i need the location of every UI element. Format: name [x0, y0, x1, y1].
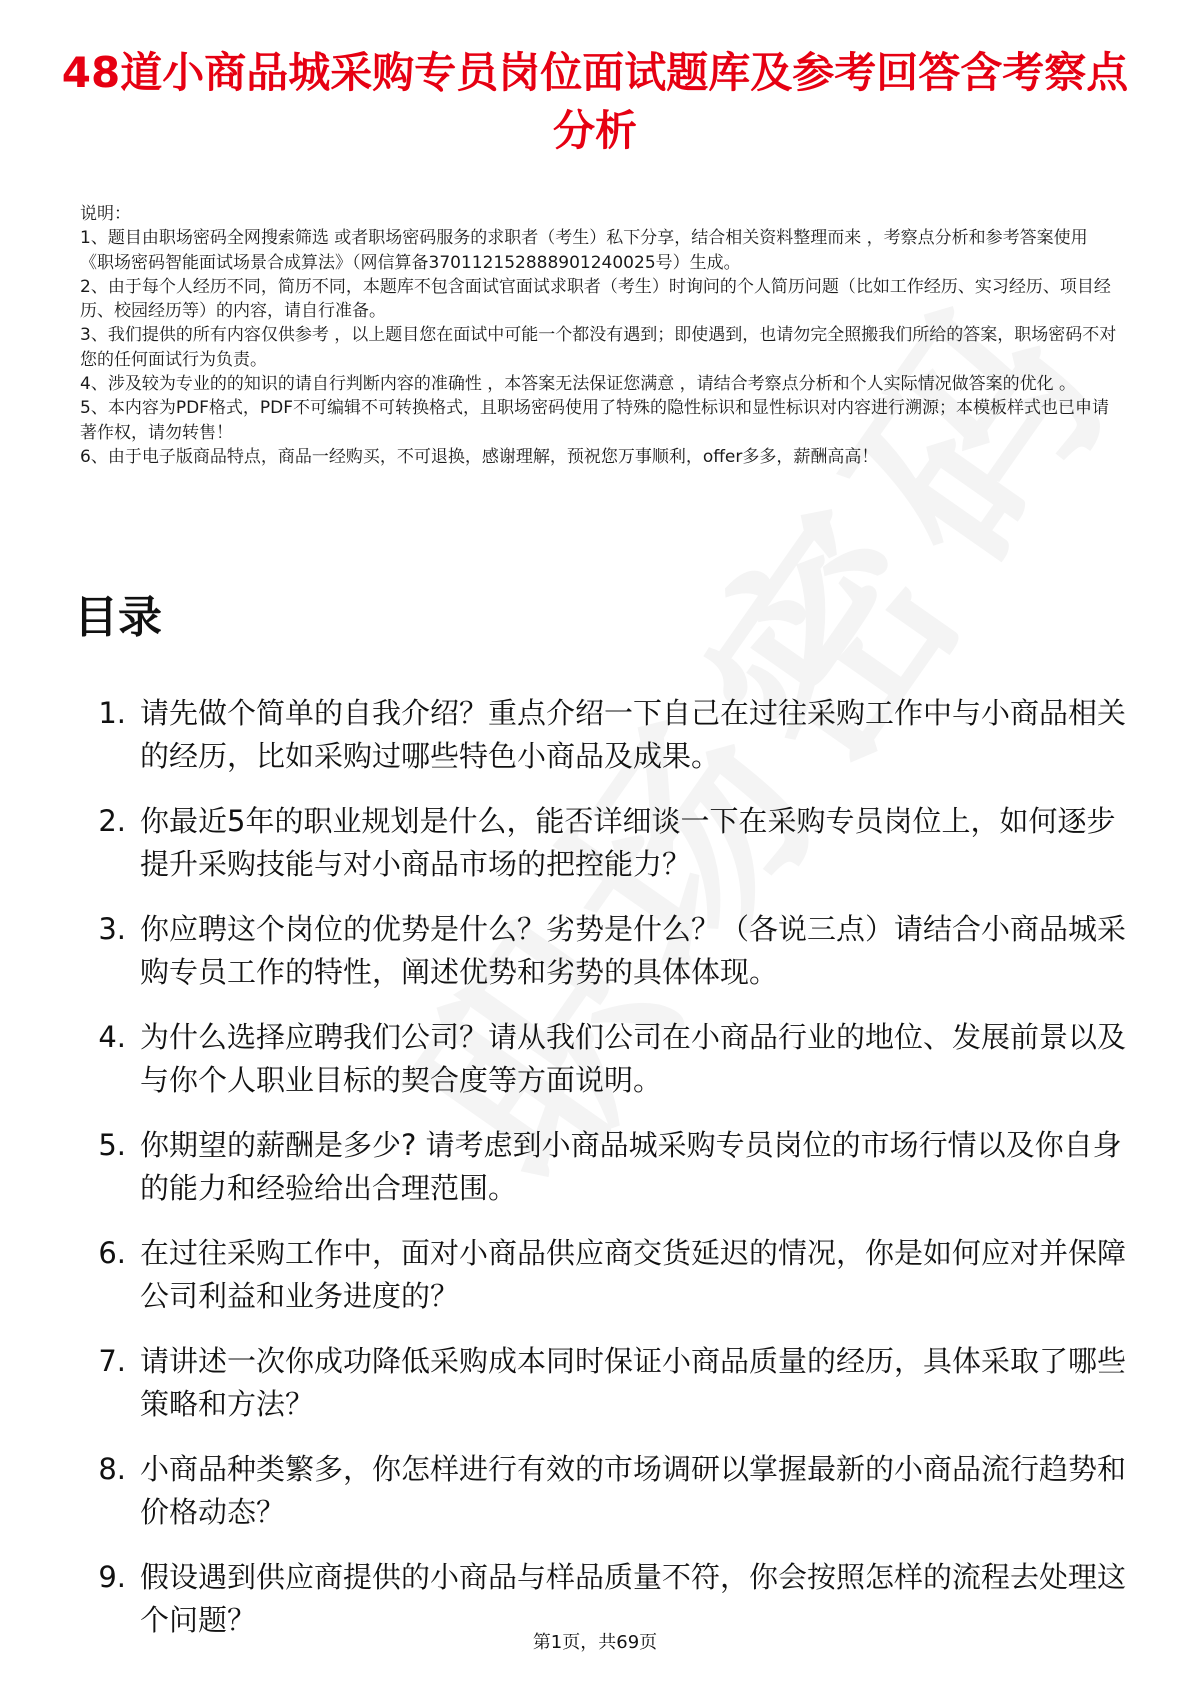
toc-item-number: 5. [98, 1128, 126, 1162]
toc-item-text: 为什么选择应聘我们公司？请从我们公司在小商品行业的地位、发展前景以及与你个人职业目标的契合度等方面说明。 [140, 1020, 1127, 1097]
toc-item-text: 小商品种类繁多，你怎样进行有效的市场调研以掌握最新的小商品流行趋势和价格动态？ [140, 1452, 1127, 1529]
document-title: 48道小商品城采购专员岗位面试题库及参考回答含考察点分析 [61, 48, 1129, 155]
toc-item[interactable] [74, 908, 1134, 1016]
toc-item-text: 你应聘这个岗位的优势是什么？劣势是什么？（各说三点）请结合小商品城采购专员工作的特性，阐述优势和劣势的具体体现。 [140, 912, 1127, 989]
toc-item-number: 4. [98, 1020, 126, 1054]
toc-item-number: 3. [98, 912, 126, 946]
toc-item-text: 你最近5年的职业规划是什么，能否详细谈一下在采购专员岗位上，如何逐步提升采购技能与对小商品市场的把控能力？ [140, 804, 1116, 881]
toc-item[interactable] [74, 1340, 1134, 1448]
toc-item-text: 请讲述一次你成功降低采购成本同时保证小商品质量的经历，具体采取了哪些策略和方法？ [140, 1344, 1127, 1421]
note-item: 3、我们提供的所有内容仅供参考 ，以上题目您在面试中可能一个都没有遇到；即使遇到，也请勿完全照搬我们所给的答案，职场密码不对您的任何面试行为负责。 [80, 325, 1117, 370]
toc-item-text: 在过往采购工作中，面对小商品供应商交货延迟的情况，你是如何应对并保障公司利益和业务进度的？ [140, 1236, 1127, 1313]
toc-item-number: 7. [98, 1344, 126, 1378]
toc-item[interactable] [74, 1232, 1134, 1340]
note-item: 4、涉及较为专业的的知识的请自行判断内容的准确性 ，本答案无法保证您满意 ，请结合考察点分析和个人实际情况做答案的优化 。 [80, 374, 1077, 395]
toc-heading: 目录 [74, 592, 162, 643]
page-footer: 第1页，共69页 [532, 1632, 658, 1653]
toc-item[interactable] [74, 1448, 1134, 1556]
toc-item-number: 9. [98, 1560, 126, 1594]
note-item: 5、本内容为PDF格式，PDF不可编辑不可转换格式，且职场密码使用了特殊的隐性标识和显性标识对内容进行溯源；本模板样式也已申请著作权，请勿转售！ [80, 398, 1110, 443]
toc-list [74, 692, 1134, 1664]
toc-item[interactable] [74, 800, 1134, 908]
note-item: 2、由于每个人经历不同，简历不同，本题库不包含面试官面试求职者（考生）时询问的个人简历问题（比如工作经历、实习经历、项目经历、校园经历等）的内容，请自行准备。 [80, 276, 1111, 322]
toc-item[interactable] [74, 1016, 1134, 1124]
note-item: 6、由于电子版商品特点，商品一经购买，不可退换，感谢理解，预祝您万事顺利，offer多多，薪酬高高！ [80, 446, 879, 467]
toc-item-text: 假设遇到供应商提供的小商品与样品质量不符，你会按照怎样的流程去处理这个问题？ [140, 1560, 1127, 1637]
toc-item-number: 6. [98, 1236, 126, 1270]
notes-heading: 说明： [80, 204, 131, 224]
toc-item-text: 请先做个简单的自我介绍？重点介绍一下自己在过往采购工作中与小商品相关的经历，比如采购过哪些特色小商品及成果。 [140, 696, 1127, 773]
toc-item-text: 你期望的薪酬是多少? 请考虑到小商品城采购专员岗位的市场行情以及你自身的能力和经验给出合理范围。 [140, 1128, 1122, 1205]
toc-item-number: 2. [98, 804, 126, 838]
toc-item[interactable] [74, 692, 1134, 800]
note-item: 1、题目由职场密码全网搜索筛选 或者职场密码服务的求职者（考生）私下分享，结合相关资料整理而来 ，考察点分析和参考答案使用《职场密码智能面试场景合成算法》（网信算备370112152888901240025号）生成。 [80, 228, 1088, 273]
notes-section [80, 202, 1120, 469]
toc-item-number: 1. [98, 696, 126, 730]
toc-item[interactable] [74, 1124, 1134, 1232]
toc-item-number: 8. [98, 1452, 126, 1486]
